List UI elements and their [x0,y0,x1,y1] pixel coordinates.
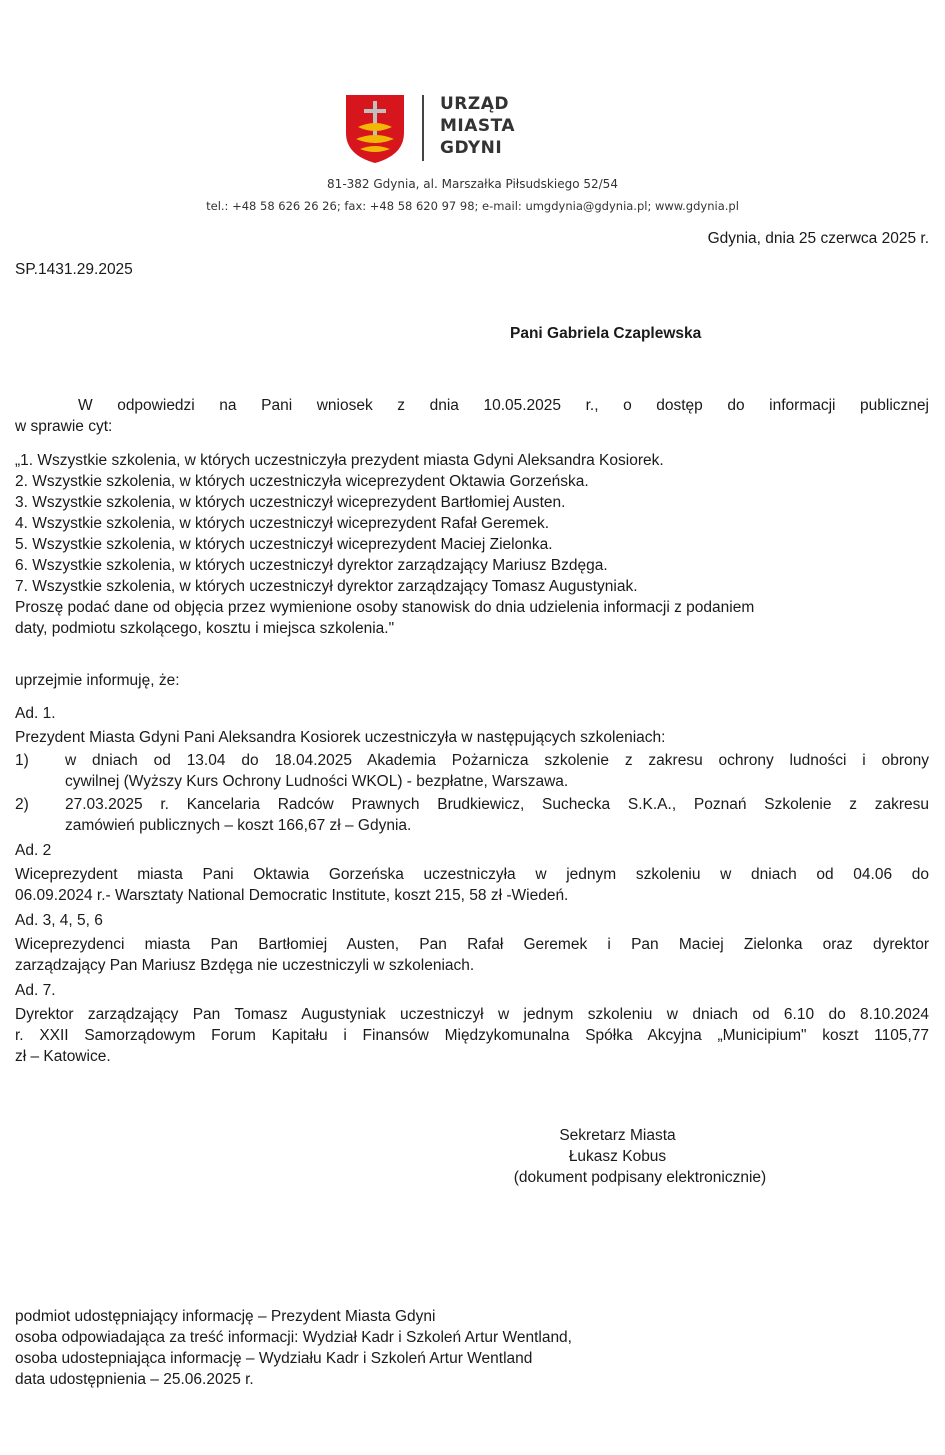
ad7-line: zł – Katowice. [15,1048,111,1065]
list-item-line: cywilnej (Wyższy Kurs Ochrony Ludności WKOL) - bezpłatne, Warszawa. [65,773,569,790]
footer-line: podmiot udostępniający informację – Prezydent Miasta Gdyni [15,1308,436,1325]
quote-item: 7. Wszystkie szkolenia, w których uczestniczył dyrektor zarządzający Tomasz Augustyniak. [15,578,638,595]
quote-item: 6. Wszystkie szkolenia, w których uczestniczył dyrektor zarządzający Mariusz Bzdęga. [15,557,608,574]
ad7-line: Dyrektor zarządzający Pan Tomasz Augustyniak uczestniczył w jednym szkoleniu w dniach od 6.10 do 8.10.2024 [15,1006,929,1023]
ad1-list-item [15,750,929,794]
ad3456-line: Wiceprezydenci miasta Pan Bartłomiej Austen, Pan Rafał Geremek i Pan Maciej Zielonka oraz dyrektor [15,936,929,953]
quote-item: 5. Wszystkie szkolenia, w których uczestniczył wiceprezydent Maciej Zielonka. [15,536,553,553]
signature-note: (dokument podpisany elektronicznie) [513,1169,767,1186]
footer-line: osoba udostepniająca informację – Wydziału Kadr i Szkoleń Artur Wentland [15,1350,533,1367]
ad2-line: 06.09.2024 r.- Warsztaty National Democratic Institute, koszt 215, 58 zł -Wiedeń. [15,887,569,904]
list-item-line: 27.03.2025 r. Kancelaria Radców Prawnych Brudkiewicz, Suchecka S.K.A., Poznań Szkolenie z zakresu [65,796,929,813]
recipient: Pani Gabriela Czaplewska [510,325,702,342]
institution-line: MIASTA [440,116,516,136]
footer-line: osoba odpowiadająca za treść informacji: Wydział Kadr i Szkoleń Artur Wentland, [15,1329,572,1346]
contact-line: tel.: +48 58 626 26 26; fax: +48 58 620 97 98; e-mail: umgdynia@gdynia.pl; www.gdynia.pl [206,199,739,213]
place-date: Gdynia, dnia 25 czerwca 2025 r. [707,230,929,247]
signature-title: Sekretarz Miasta [559,1127,676,1144]
intro-line: W odpowiedzi na Pani wniosek z dnia 10.05.2025 r., o dostęp do informacji publicznej [78,397,929,414]
footer-info [15,1306,572,1390]
ad1-list [15,750,929,838]
list-item-line: w dniach od 13.04 do 18.04.2025 Akademia Pożarnicza szkolenie z zakresu ochrony ludności i obrony [65,752,929,769]
signature-name: Łukasz Kobus [568,1148,667,1165]
ad1-list-item [15,794,929,838]
inform-line: uprzejmie informuję, że: [15,672,180,689]
ad7-line: r. XXII Samorządowym Forum Kapitału i Finansów Międzykomunalna Spółka Akcyjna „Municipium" koszt 1105,77 [15,1027,929,1044]
quote-request-line: daty, podmiotu szkolącego, kosztu i miejsca szkolenia." [15,620,395,637]
footer-line: data udostępnienia – 25.06.2025 r. [15,1371,254,1388]
quote-item: 3. Wszystkie szkolenia, w których uczestniczył wiceprezydent Bartłomiej Austen. [15,494,566,511]
list-number: 2) [15,796,29,813]
quoted-request [15,450,754,639]
ad3456-heading: Ad. 3, 4, 5, 6 [15,912,103,929]
gdynia-coat-of-arms-icon [344,93,406,165]
reference-number: SP.1431.29.2025 [15,261,133,278]
letterhead-divider [422,95,424,161]
ad7-heading: Ad. 7. [15,982,56,999]
ad2-heading: Ad. 2 [15,842,52,859]
ad1-heading: Ad. 1. [15,705,56,722]
list-item-line: zamówień publicznych – koszt 166,67 zł – Gdynia. [65,817,412,834]
intro-line: w sprawie cyt: [15,418,113,435]
quote-item: 4. Wszystkie szkolenia, w których uczestniczył wiceprezydent Rafał Geremek. [15,515,550,532]
institution-name [440,93,515,159]
quote-item: 2. Wszystkie szkolenia, w których uczestniczyła wiceprezydent Oktawia Gorzeńska. [15,473,589,490]
quote-request-line: Proszę podać dane od objęcia przez wymienione osoby stanowisk do dnia udzielenia informacji z podaniem [15,599,755,616]
quote-item: „1. Wszystkie szkolenia, w których uczestniczyła prezydent miasta Gdyni Aleksandra Kosiorek. [15,452,664,469]
address-line: 81-382 Gdynia, al. Marszałka Piłsudskiego 52/54 [327,177,618,191]
institution-line: URZĄD [440,94,509,114]
ad3456-line: zarządzający Pan Mariusz Bzdęga nie uczestniczyli w szkoleniach. [15,957,475,974]
signature-block [480,1125,800,1188]
institution-line: GDYNI [440,138,503,158]
list-number: 1) [15,752,29,769]
ad2-line: Wiceprezydent miasta Pani Oktawia Gorzeńska uczestniczyła w jednym szkoleniu w dniach od 04.06 do [15,866,929,883]
ad1-text: Prezydent Miasta Gdyni Pani Aleksandra Kosiorek uczestniczyła w następujących szkoleniach: [15,729,666,746]
